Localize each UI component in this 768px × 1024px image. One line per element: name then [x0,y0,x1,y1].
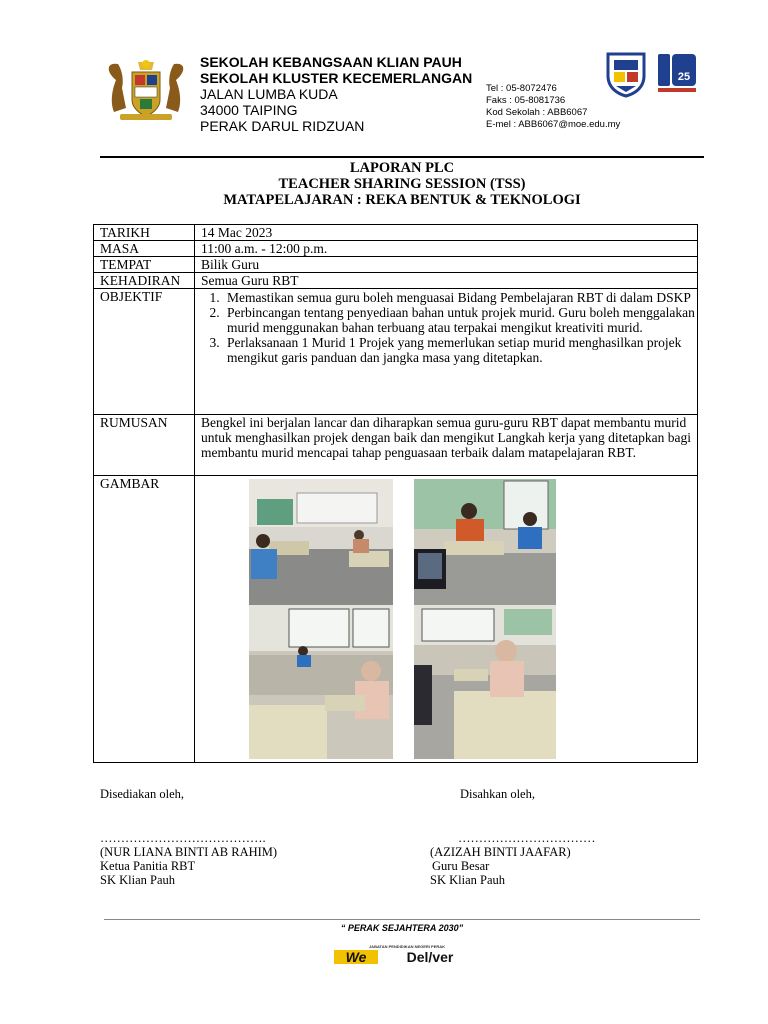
tarikh-label: TARIKH [94,225,195,241]
photo-grid [195,476,697,762]
approved-by-heading: Disahkan oleh, [460,787,535,801]
signature-right [430,787,690,887]
preparer-name: (NUR LIANA BINTI AB RAHIM) [100,845,278,859]
objektif-label: OBJEKTIF [94,289,195,415]
objektif-list [201,290,697,365]
objektif-item: 2. Perbincangan tentang penyediaan bahan untuk projek murid. Guru boleh menggalakan murid menggunakan bahan terbuang atau terpakai mengikut kreativiti murid. [223,305,697,335]
logo-caption: JABATAN PENDIDIKAN NEGERI PERAK [368,944,446,949]
signature-left [100,787,380,887]
photo-meeting-1 [249,479,393,605]
row-gambar [94,476,698,763]
title-line-2: TEACHER SHARING SESSION (TSS) [278,176,526,192]
report-table [93,224,698,763]
objektif-value [195,289,698,415]
kehadiran-label: KEHADIRAN [94,273,195,289]
anniversary-number: 25 [677,71,691,83]
footer-motto: “ PERAK SEJAHTERA 2030” [340,923,464,933]
approver-name: (AZIZAH BINTI JAAFAR) [430,845,571,859]
title-line-3: MATAPELAJARAN : REKA BENTUK & TEKNOLOGI [223,192,581,208]
approver-role: Guru Besar [432,859,490,873]
email-text: E-mel : ABB6067@moe.edu.my [486,119,621,130]
preparer-role: Ketua Panitia RBT [100,859,196,873]
logo-we: We [345,949,367,964]
objektif-item: 3. Perlaksanaan 1 Murid 1 Projek yang memerlukan setiap murid menghasilkan projek mengikut garis panduan dan jangka masa yang ditetapkan. [223,335,697,365]
kehadiran-value: Semua Guru RBT [195,273,698,289]
masa-label: MASA [94,241,195,257]
school-name: SEKOLAH KEBANGSAAN KLIAN PAUH [200,54,462,70]
anniversary-logo-icon [656,50,698,96]
contact-block [486,83,620,131]
signature-line-right: …………………………… [458,831,596,845]
tarikh-value: 14 Mac 2023 [195,225,698,241]
school-header [200,54,472,134]
masa-value: 11:00 a.m. - 12:00 p.m. [195,241,698,257]
tel-text: Tel : 05-8072476 [486,83,557,94]
row-tarikh [94,225,698,241]
row-tempat [94,257,698,273]
tempat-value: Bilik Guru [195,257,698,273]
gambar-cell [195,476,698,763]
photo-meeting-4 [414,605,556,759]
row-kehadiran [94,273,698,289]
photo-meeting-2 [414,479,556,605]
school-badge-icon [604,50,648,98]
objektif-item: 1. Memastikan semua guru boleh menguasai Bidang Pembelajaran RBT di dalam DSKP [223,290,697,305]
report-title [100,160,704,208]
signature-line-left: …………………………………. [100,831,266,845]
fax-text: Faks : 05-8081736 [486,95,566,106]
tempat-label: TEMPAT [94,257,195,273]
footer-divider [104,919,700,920]
school-code-text: Kod Sekolah : ABB6067 [486,107,588,118]
school-cluster: SEKOLAH KLUSTER KECEMERLANGAN [200,70,473,86]
rumusan-value: Bengkel ini berjalan lancar dan diharapkan semua guru-guru RBT dapat membantu murid untuk menghasilkan projek dengan baik dan mengikut Langkah kerja yang ditetapkan bagi membantu murid mencapai tahap penguasaan terbaik dalam matapelajaran RBT. [195,415,698,476]
rumusan-label: RUMUSAN [94,415,195,476]
row-rumusan [94,415,698,476]
gambar-label: GAMBAR [94,476,195,763]
header-divider [100,156,704,158]
address-line-3: PERAK DARUL RIDZUAN [200,118,365,134]
row-masa [94,241,698,257]
prepared-by-heading: Disediakan oleh, [100,787,185,801]
we-deliver-logo-icon [334,944,480,964]
address-line-1: JALAN LUMBA KUDA [200,86,338,102]
logo-deliver: Del/ver [406,949,454,964]
photo-meeting-3 [249,605,393,759]
preparer-org: SK Klian Pauh [100,873,175,887]
row-objektif [94,289,698,415]
malaysia-crest-icon [102,58,190,124]
title-line-1: LAPORAN PLC [349,160,455,176]
address-line-2: 34000 TAIPING [200,102,298,118]
approver-org: SK Klian Pauh [430,873,505,887]
